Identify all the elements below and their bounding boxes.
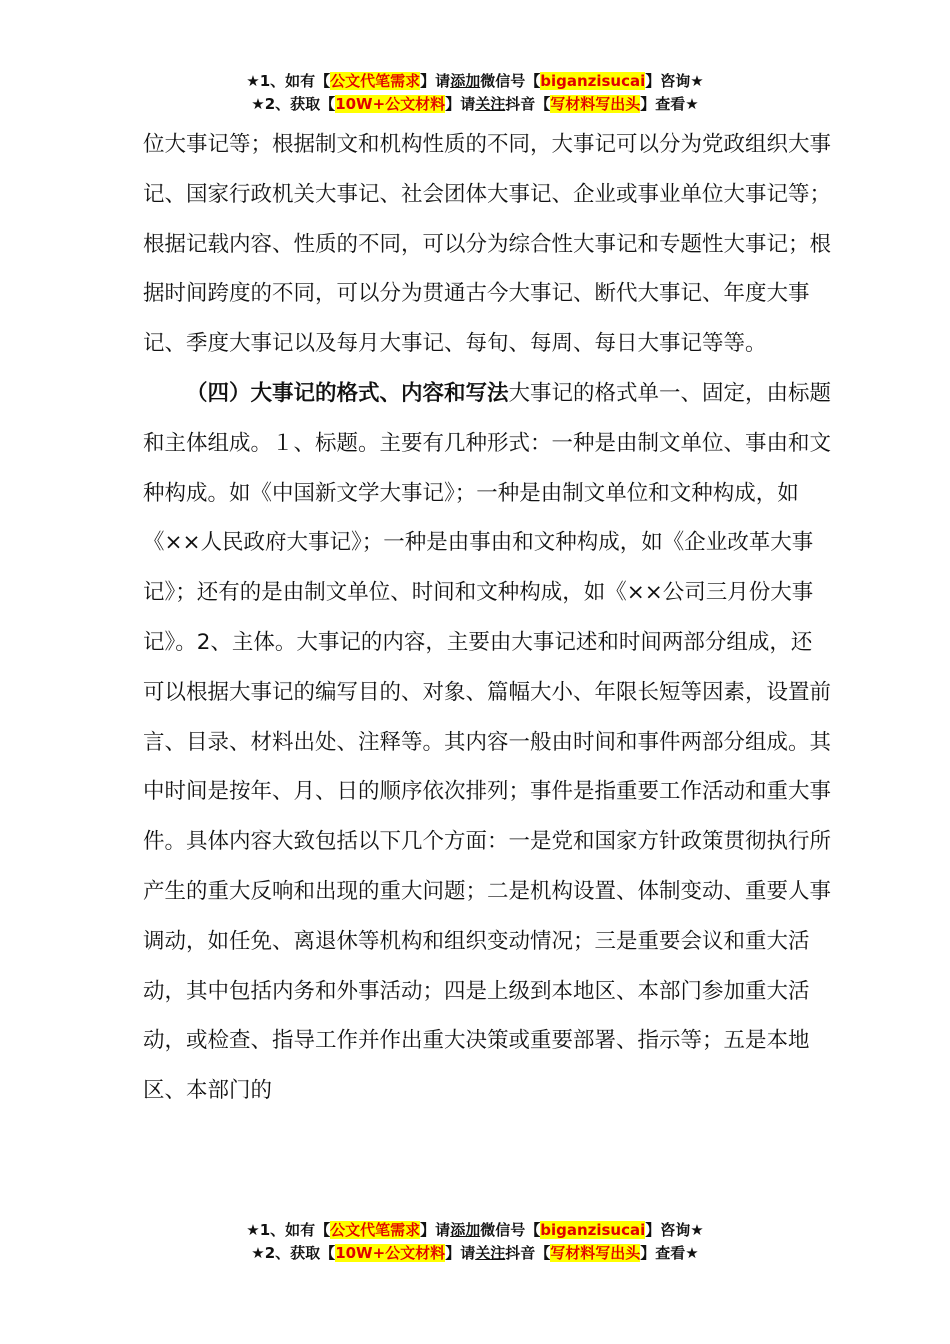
- banner-text: ★2、获取【: [251, 95, 336, 113]
- banner-douyin-id: 写材料写出头: [550, 1244, 641, 1262]
- paragraph: 位大事记等；根据制文和机构性质的不同，大事记可以分为党政组织大事记、国家行政机关大事记、社会团体大事记、企业或事业单位大事记等；根据记载内容、性质的不同，可以分为综合性大事记和专题性大事记；根据时间跨度的不同，可以分为贯通古今大事记、断代大事记、年度大事记、季度大事记以及每月大事记、每旬、每周、每日大事记等等。: [143, 132, 832, 357]
- banner-text: 】请: [420, 1221, 451, 1239]
- banner-highlight: 10W+公文材料: [335, 95, 446, 113]
- banner-text: 】请: [420, 72, 451, 90]
- banner-highlight: 公文代笔需求: [330, 72, 421, 90]
- paragraph-text: 大事记的格式单一、固定，由标题和主体组成。１、标题。主要有几种形式：一种是由制文单位、事由和文种构成。如《中国新文学大事记》；一种是由制文单位和文种构成，如《××人民政府大事记》；一种是由事由和文种构成，如《企业改革大事记》；还有的是由制文单位、时间和文种构成，如《××公司三月份大事记》。2、主体。大事记的内容，主要由大事记述和时间两部分组成，还可以根据大事记的编写目的、对象、篇幅大小、年限长短等因素，设置前言、目录、材料出处、注释等。其内容一般由时间和事件两部分组成。其中时间是按年、月、日的顺序依次排列；事件是指重要工作活动和重大事件。具体内容大致包括以下几个方面：一是党和国家方针政策贯彻执行所产生的重大反响和出现的重大问题；二是机构设置、体制变动、重要人事调动，如任免、离退休等机构和组织变动情况；三是重要会议和重大活动，其中包括内务和外事活动；四是上级到本地区、本部门参加重大活动，或检查、指导工作并作出重大决策或重要部署、指示等；五是本地区、本部门的: [143, 380, 832, 1104]
- banner-text: 】查看★: [640, 95, 699, 113]
- section-heading: （四）大事记的格式、内容和写法: [186, 380, 509, 406]
- banner-wechat-id: biganzisucai: [540, 1221, 646, 1239]
- banner-text: 微信号【: [480, 1221, 541, 1239]
- banner-text: 】咨询★: [645, 72, 704, 90]
- banner-text: 微信号【: [480, 72, 541, 90]
- banner-line-1: [0, 1219, 950, 1242]
- banner-line-2: [0, 93, 950, 116]
- banner-underline: 关注: [475, 1244, 506, 1262]
- banner-line-1: [0, 70, 950, 93]
- document-body: [143, 120, 833, 1116]
- banner-douyin-id: 写材料写出头: [550, 95, 641, 113]
- banner-text: 】请: [445, 95, 476, 113]
- banner-underline: 关注: [475, 95, 506, 113]
- banner-text: 】请: [445, 1244, 476, 1262]
- footer-banner: [0, 1219, 950, 1265]
- banner-highlight: 10W+公文材料: [335, 1244, 446, 1262]
- banner-text: ★1、如有【: [246, 72, 331, 90]
- banner-underline: 添加: [450, 1221, 481, 1239]
- banner-text: ★2、获取【: [251, 1244, 336, 1262]
- banner-line-2: [0, 1242, 950, 1265]
- banner-text: 】查看★: [640, 1244, 699, 1262]
- banner-text: 抖音【: [505, 1244, 551, 1262]
- banner-text: ★1、如有【: [246, 1221, 331, 1239]
- paragraph: [143, 369, 833, 1116]
- banner-text: 】咨询★: [645, 1221, 704, 1239]
- banner-highlight: 公文代笔需求: [330, 1221, 421, 1239]
- banner-wechat-id: biganzisucai: [540, 72, 646, 90]
- banner-text: 抖音【: [505, 95, 551, 113]
- header-banner: [0, 70, 950, 116]
- banner-underline: 添加: [450, 72, 481, 90]
